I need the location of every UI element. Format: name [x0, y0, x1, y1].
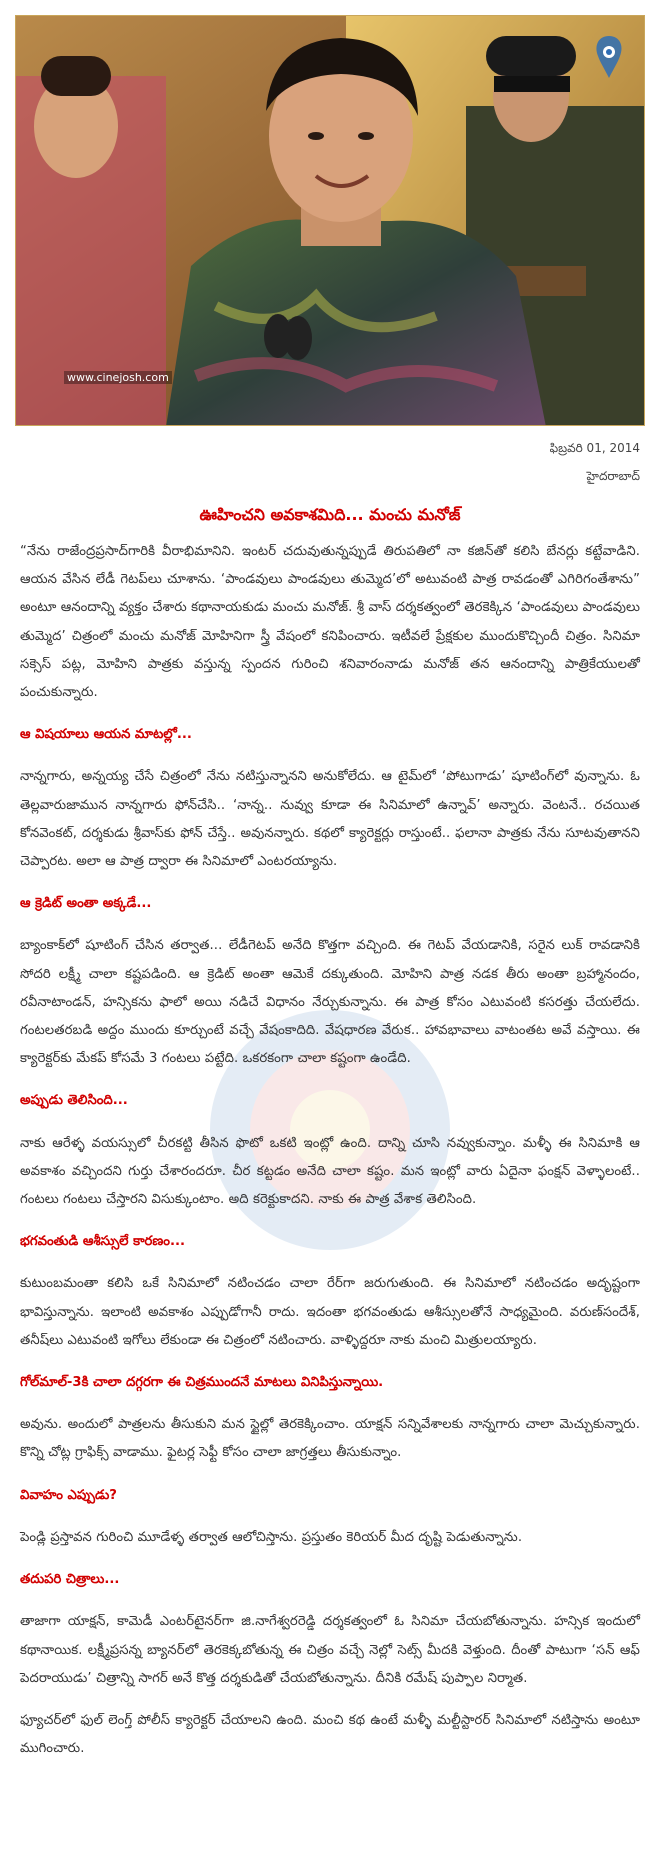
section-paragraph: కుటుంబమంతా కలిసి ఒకే సినిమాలో నటించడం చాలా రేర్‌గా జరుగుతుంది. ఈ సినిమాలో నటించడం అదృష్టంగా భావిస్తున్నాను. ఇలాంటి అవకాశం ఎప్పుడోగానీ రాదు. ఇదంతా భగవంతుడు ఆశీస్సులతోనే సాధ్యమైంది. వరుణ్‌సందేశ్, తనీష్‌లు ఎటువంటి ఇగోలు లేకుండా ఈ చిత్రంలో నటించారు. వాళ్ళిద్దరూ నాకు మంచి మిత్రులయ్యారు.: [20, 1276, 640, 1348]
section-heading: ఆ విషయాలు ఆయన మాటల్లో...: [20, 727, 192, 743]
section-heading: గోల్‌మాల్-3కి చాలా దగ్గరగా ఈ చిత్రముందనే మాటలు వినిపిస్తున్నాయి.: [20, 1375, 384, 1391]
section-heading: ఆ క్రెడిట్ అంతా అక్కడే...: [20, 896, 152, 912]
section-paragraph: పెండ్లి ప్రస్తావన గురించి మూడేళ్ళ తర్వాత ఆలోచిస్తాను. ప్రస్తుతం కెరియర్ మీద దృష్టి పెడుతున్నాను.: [20, 1529, 523, 1545]
section-paragraph: బ్యాంకాక్‌లో షూటింగ్ చేసిన తర్వాత... లేడీగెటప్ అనేది కొత్తగా వచ్చింది. ఈ గెటప్ వేయడానికి, సరైన లుక్ రావడానికి సోదరి లక్ష్మీ చాలా కష్టపడింది. ఆ క్రెడిట్ అంతా ఆమెకే దక్కుతుంది. మోహిని పాత్ర నడక తీరు అంతా బ్రహ్మానందం, రవీనాటాండన్, హన్సికను ఫాలో అయి నడిచే విధానం నేర్చుకున్నాను. ఈ పాత్ర కోసం ఎటువంటి కసరత్తు చేయలేదు. గంటలతరబడి అద్దం ముందు కూర్చుంటే వచ్చే వేషంకాదిది. వేషధారణ వేరుక.. హావభావాలు వాటంతట అవే వస్తాయి. ఈ క్యారెక్టర్‌కు మేకప్ కోసమే 3 గంటలు పట్టేది. ఒకరకంగా చాలా కష్టంగా ఉండేది.: [20, 938, 640, 1067]
section-heading: అప్పుడు తెలిసింది...: [20, 1093, 128, 1109]
section-heading: వివాహం ఎప్పుడు?: [20, 1487, 117, 1503]
section-paragraph: తాజాగా యాక్షన్, కామెడీ ఎంటర్‌టైనర్‌గా జి.నాగేశ్వరరెడ్డి దర్శకత్వంలో ఓ సినిమా చేయబోతున్నాను. హన్సిక ఇందులో కథానాయిక. లక్ష్మీప్రసన్న బ్యానర్‌లో తెరకెక్కబోతున్న ఈ చిత్రం వచ్చే నెల్లో సెట్స్ మీదకి వెళ్తుంది. దీంతో పాటుగా ‘సన్ ఆఫ్ పెదరాయుడు’ చిత్రాన్ని సాగర్ అనే కొత్త దర్శకుడితో చేయబోతున్నాను. దీనికి రమేష్ పుప్పాల నిర్మాత.: [20, 1614, 640, 1686]
section-heading: భగవంతుడి ఆశీస్సులే కారణం...: [20, 1234, 185, 1250]
article-photo: [15, 15, 645, 426]
article-city: హైదరాబాద్: [586, 469, 640, 483]
article-body: [20, 538, 640, 1763]
site-logo-icon: [590, 32, 628, 82]
photo-watermark: www.cinejosh.com: [64, 371, 172, 384]
section-paragraph: నాన్నగారు, అన్నయ్య చేసే చిత్రంలో నేను నటిస్తున్నానని అనుకోలేదు. ఆ టైమ్‌లో ‘పోటుగాడు’ షూటింగ్‌లో వున్నాను. ఓ తెల్లవారుజామున నాన్నగారు ఫోన్‌చేసి.. ‘నాన్న.. నువ్వు కూడా ఈ సినిమాలో ఉన్నావ్’ అన్నారు. వెంటనే.. రచయిత కోనవెంకట్, దర్శకుడు శ్రీవాస్‌కు ఫోన్ చేస్తే.. అవునన్నారు. కథలో క్యారెక్టర్లు రాస్తుంటే.. ఫలానా పాత్రకు నేను సూటవుతానని చెప్పారట. అలా ఆ పాత్ర ద్వారా ఈ సినిమాలో ఎంటరయ్యాను.: [20, 769, 640, 870]
article-date: ఫిబ్రవరి 01, 2014: [549, 441, 640, 455]
intro-paragraph: “నేను రాజేంద్రప్రసాద్‌గారికి వీరాభిమానిని. ఇంటర్ చదువుతున్నప్పుడే తిరుపతిలో నా కజిన్‌తో కలిసి బేనర్లు కట్టేవాడిని. ఆయన వేసిన లేడీ గెటప్‌లు చూశాను. ‘పాండవులు పాండవులు తుమ్మెద’లో అటువంటి పాత్ర రావడంతో ఎగిరిగంతేశాను” అంటూ ఆనందాన్ని వ్యక్తం చేశారు కథానాయకుడు మంచు మనోజ్. శ్రీ వాస్ దర్శకత్వంలో తెరకెక్కిన ‘పాండవులు పాండవులు తుమ్మెద’ చిత్రంలో మంచు మనోజ్ మోహినిగా స్త్రీ వేషంలో కనిపించారు. ఇటీవలే ప్రేక్షకుల ముందుకొచ్చిందీ చిత్రం. సినిమా సక్సెస్ పట్ల, మోహిని పాత్రకు వస్తున్న స్పందన గురించి శనివారంనాడు మనోజ్ తన ఆనందాన్ని పాత్రికేయులతో పంచుకున్నారు.: [20, 544, 640, 701]
article-headline: ఊహించని అవకాశమిది... మంచు మనోజ్: [199, 505, 461, 524]
section-paragraph: అవును. అందులో పాత్రలను తీసుకుని మన స్టైల్లో తెరకెక్కించాం. యాక్షన్ సన్నివేశాలకు నాన్నగారు చాలా మెచ్చుకున్నారు. కొన్ని చోట్ల గ్రాఫిక్స్ వాడాము. ఫైటర్ల సెఫ్టీ కోసం చాలా జాగ్రత్తలు తీసుకున్నాం.: [20, 1417, 640, 1461]
portrait-photo: [16, 16, 645, 426]
section-paragraph: నాకు ఆరేళ్ళ వయస్సులో చీరకట్టి తీసిన ఫొటో ఒకటి ఇంట్లో ఉంది. దాన్ని చూసి నవ్వుకున్నాం. మళ్ళీ ఈ సినిమాకి ఆ అవకాశం వచ్చిందని గుర్తు చేశారందరూ. చీర కట్టడం అనేది చాలా కష్టం. మన ఇంట్లో వారు ఏదైనా ఫంక్షన్ వెళ్ళాలంటే.. గంటలు గంటలు చేస్తారని విసుక్కుంటాం. అది కరెక్టుకాదని. నాకు ఈ పాత్ర వేశాక తెలిసింది.: [20, 1135, 640, 1208]
section-heading: తదుపరి చిత్రాలు...: [20, 1572, 120, 1588]
closing-paragraph: ఫ్యూచర్‌లో ఫుల్ లెంగ్త్ పోలీస్ క్యారెక్టర్ చేయాలని ఉంది. మంచి కథ ఉంటే మళ్ళీ మల్టీస్టారర్ సినిమాలో నటిస్తాను అంటూ ముగించారు.: [20, 1712, 640, 1757]
